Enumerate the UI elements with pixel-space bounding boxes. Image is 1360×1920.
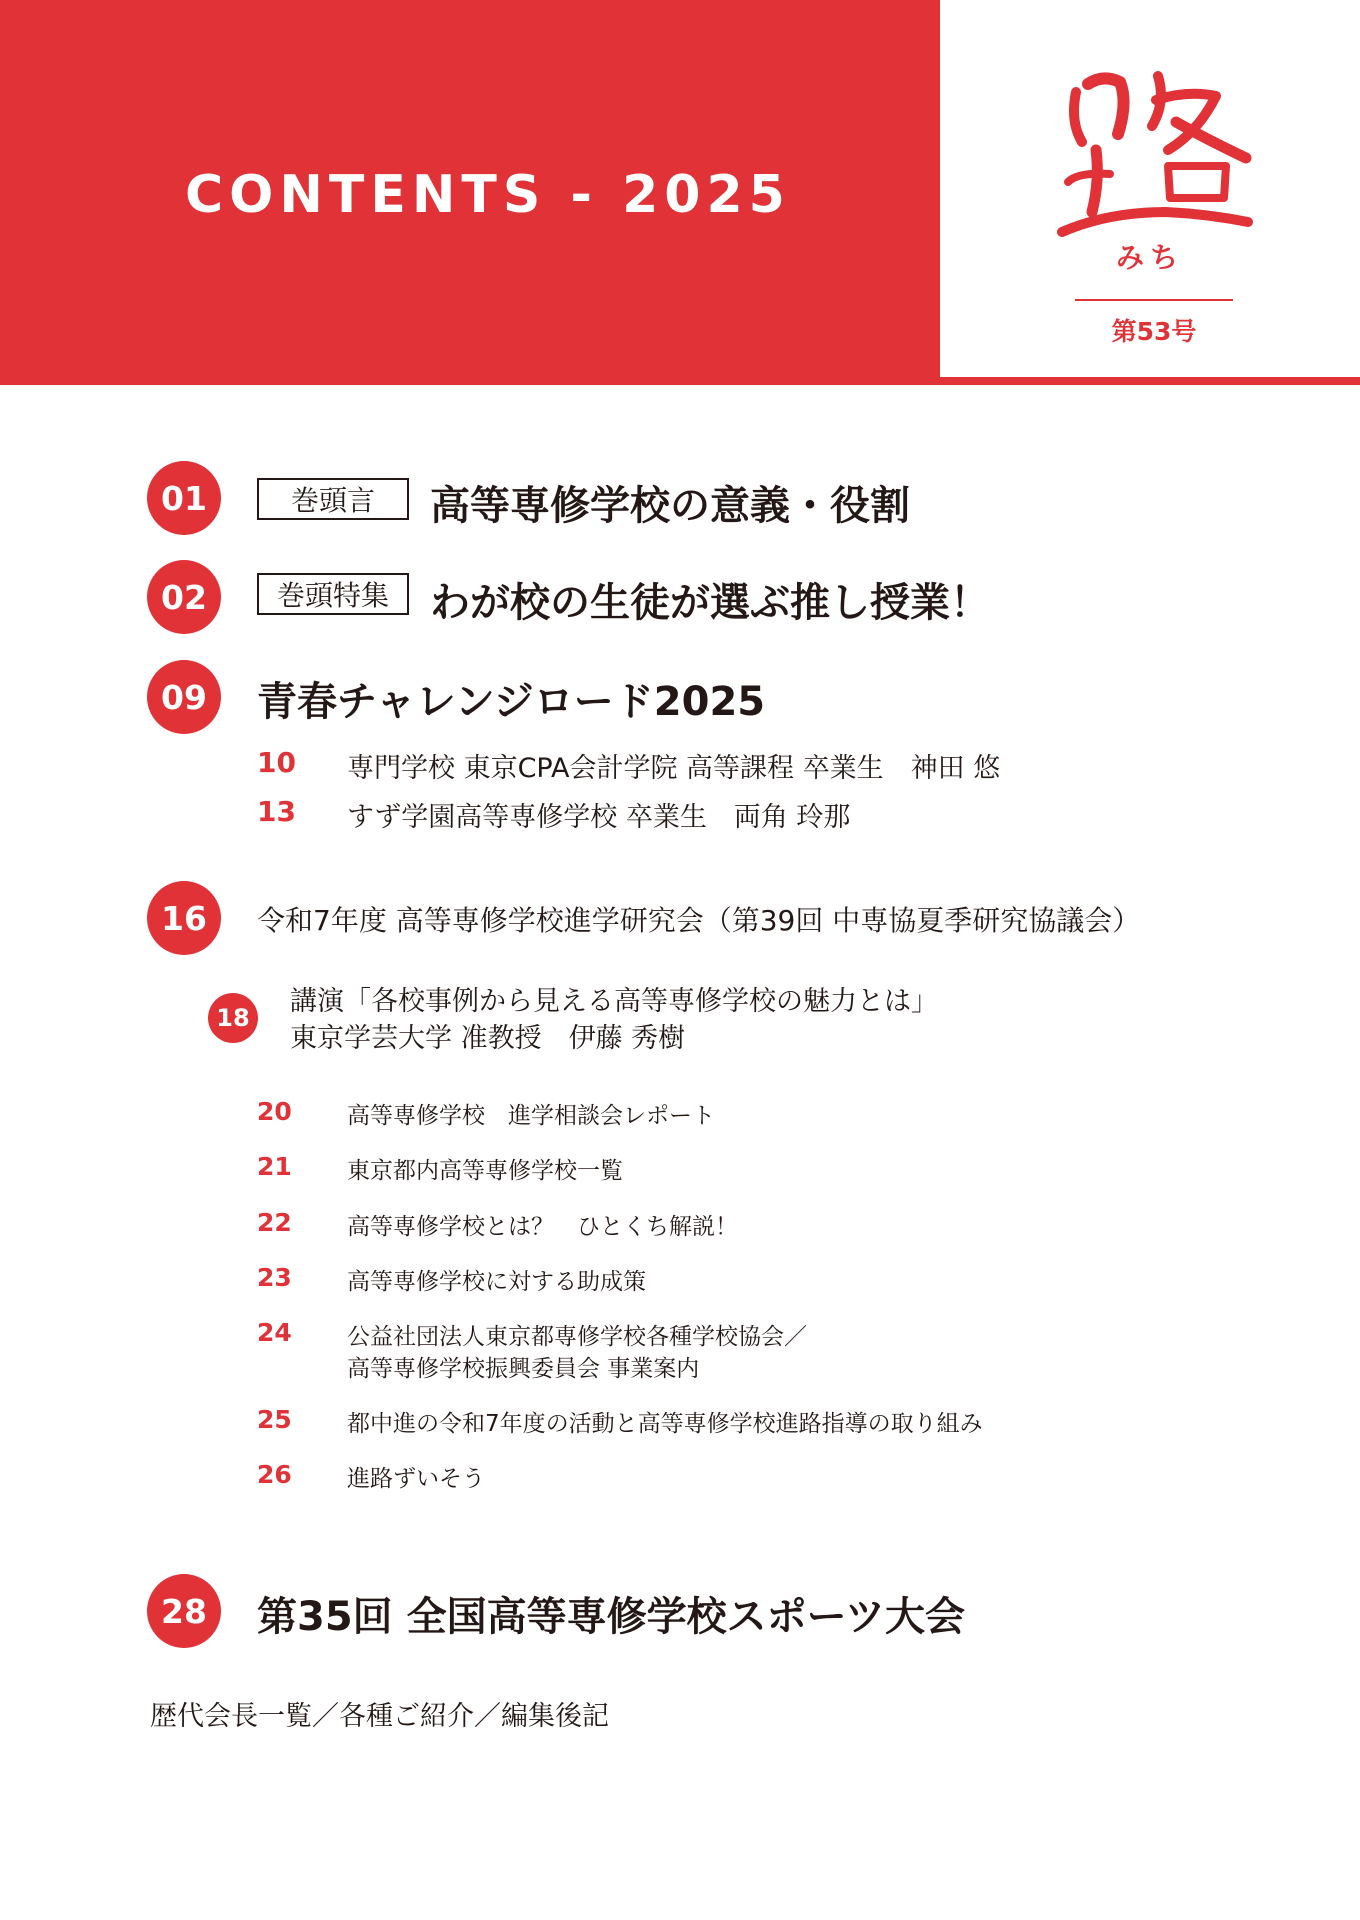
- list-item[interactable]: 高等専修学校とは？ ひとくち解説！: [347, 1214, 738, 1240]
- entry-title-16[interactable]: 令和7年度 高等専修学校進学研究会（第39回 中専協夏季研究協議会）: [257, 904, 1141, 937]
- list-item[interactable]: 高等専修学校に対する助成策: [347, 1269, 646, 1295]
- page-badge-01: 01: [147, 461, 221, 535]
- page-badge-16: 16: [147, 881, 221, 955]
- page-number: 23: [257, 1263, 292, 1292]
- entry-title-02[interactable]: わが校の生徒が選ぶ推し授業！: [430, 580, 990, 626]
- list-item[interactable]: 高等専修学校 進学相談会レポート: [347, 1103, 715, 1129]
- lecture-speaker: 東京学芸大学 准教授 伊藤 秀樹: [290, 1023, 686, 1054]
- page-number: 13: [257, 795, 296, 828]
- list-item[interactable]: 専門学校 東京CPA会計学院 高等課程 卒業生 神田 悠: [347, 753, 1001, 784]
- page-number: 20: [257, 1097, 292, 1126]
- tag-kantogen: 巻頭言: [257, 478, 409, 520]
- list-item[interactable]: 進路ずいそう: [347, 1466, 485, 1492]
- footer-entries[interactable]: 歴代会長一覧／各種ご紹介／編集後記: [150, 1701, 609, 1732]
- entry-title-09[interactable]: 青春チャレンジロード2025: [257, 679, 766, 725]
- contents-title: CONTENTS - 2025: [185, 165, 791, 225]
- page-number: 21: [257, 1152, 292, 1181]
- page-number: 22: [257, 1208, 292, 1237]
- page-badge-02: 02: [147, 560, 221, 634]
- tag-kanto-tokushu: 巻頭特集: [257, 573, 409, 615]
- header-rule: [940, 377, 1360, 385]
- page-number: 10: [257, 746, 296, 779]
- lecture-title[interactable]: 講演「各校事例から見える高等専修学校の魅力とは」: [290, 986, 938, 1017]
- list-item[interactable]: すず学園高等専修学校 卒業生 両角 玲那: [347, 802, 851, 833]
- entry-title-01[interactable]: 高等専修学校の意義・役割: [430, 483, 910, 529]
- header-band: [0, 0, 940, 385]
- entry-title-28[interactable]: 第35回 全国高等専修学校スポーツ大会: [257, 1594, 965, 1640]
- list-item[interactable]: 都中進の令和7年度の活動と高等専修学校進路指導の取り組み: [347, 1411, 983, 1437]
- page-badge-18: 18: [208, 993, 258, 1043]
- list-item[interactable]: 東京都内高等専修学校一覧: [347, 1158, 623, 1184]
- issue-number: 第53号: [1111, 317, 1197, 346]
- page-badge-09: 09: [147, 660, 221, 734]
- page-badge-28: 28: [147, 1574, 221, 1648]
- page-number: 24: [257, 1318, 292, 1347]
- list-item[interactable]: 公益社団法人東京都専修学校各種学校協会／: [347, 1324, 807, 1350]
- logo-divider: [1075, 299, 1233, 301]
- michi-logo-calligraphy: [1048, 62, 1258, 242]
- page-number: 25: [257, 1405, 292, 1434]
- logo-kana: みち: [1115, 241, 1184, 274]
- list-item-continuation[interactable]: 高等専修学校振興委員会 事業案内: [347, 1356, 700, 1382]
- page-number: 26: [257, 1460, 292, 1489]
